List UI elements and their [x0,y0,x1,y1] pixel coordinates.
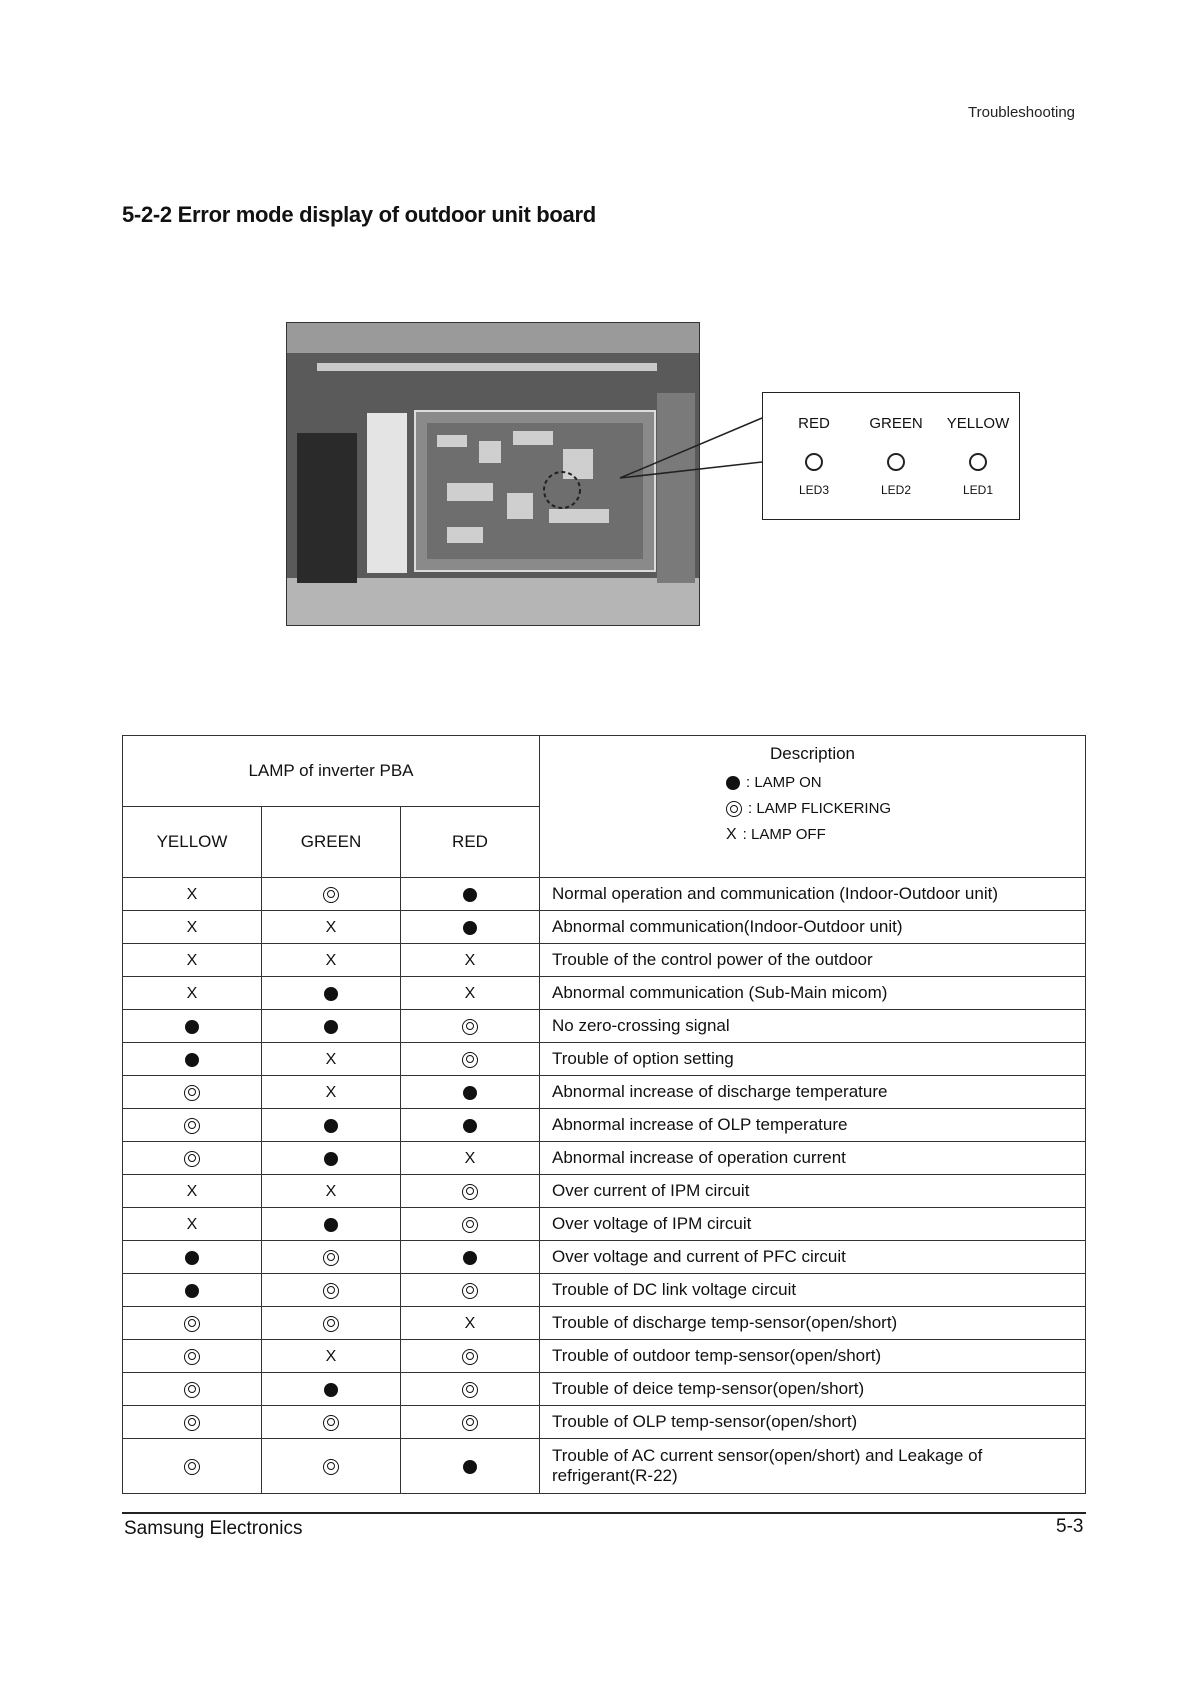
page-number: 5-3 [1056,1516,1084,1537]
lamp-flickering-icon [323,887,339,903]
lamp-cell-red [401,911,540,944]
row-description: Over voltage of IPM circuit [540,1208,1086,1241]
lamp-off-icon: X [186,1216,198,1233]
lamp-cell-red [401,1439,540,1494]
lamp-on-icon [463,1460,477,1474]
lamp-cell-green [262,1373,401,1406]
led2-icon [887,453,905,471]
column-yellow: YELLOW [123,807,262,878]
table-row [123,1142,1086,1175]
lamp-on-icon [185,1284,199,1298]
led-name-2: LED2 [880,483,912,497]
footer-rule [122,1512,1086,1514]
led1-icon [969,453,987,471]
row-description: Trouble of DC link voltage circuit [540,1274,1086,1307]
lamp-off-icon: X [325,952,337,969]
lamp-flickering-icon [462,1184,478,1200]
lamp-cell-red [401,1076,540,1109]
lamp-cell-green [262,1307,401,1340]
lamp-off-icon: X [726,826,737,843]
lamp-on-icon [463,888,477,902]
lamp-cell-yellow [123,1373,262,1406]
running-header: Troubleshooting [968,104,1076,121]
lamp-cell-yellow [123,1142,262,1175]
lamp-flickering-icon [462,1415,478,1431]
lamp-cell-red [401,977,540,1010]
table-row [123,1010,1086,1043]
legend [726,770,1085,848]
lamp-cell-red [401,1241,540,1274]
lamp-flickering-icon [462,1217,478,1233]
table-row [123,1175,1086,1208]
row-description: Abnormal communication(Indoor-Outdoor unit) [540,911,1086,944]
table-row [123,1439,1086,1494]
lamp-cell-yellow [123,878,262,911]
lamp-cell-green [262,1175,401,1208]
lamp-cell-green [262,1109,401,1142]
lamp-cell-yellow [123,1406,262,1439]
lamp-on-icon [324,1152,338,1166]
lamp-flickering-icon [462,1283,478,1299]
row-description: Trouble of AC current sensor(open/short) and Leakage of refrigerant(R-22) [540,1439,1086,1494]
table-row [123,911,1086,944]
lamp-off-icon: X [186,985,198,1002]
lamp-cell-yellow [123,977,262,1010]
lamp-cell-green [262,1241,401,1274]
table-row [123,1406,1086,1439]
lamp-off-icon: X [325,1348,337,1365]
lamp-cell-yellow [123,1076,262,1109]
lamp-cell-yellow [123,1241,262,1274]
error-mode-table [122,735,1086,1494]
led-panel [762,392,1020,520]
section-title: 5-2-2 Error mode display of outdoor unit board [122,202,596,227]
table-row [123,1241,1086,1274]
lamp-flickering-icon [184,1459,200,1475]
lamp-off-icon: X [464,1150,476,1167]
led-color-red: RED [798,415,830,432]
lamp-on-icon [463,1119,477,1133]
table-row [123,1109,1086,1142]
lamp-cell-red [401,1043,540,1076]
table-row [123,1274,1086,1307]
row-description: No zero-crossing signal [540,1010,1086,1043]
lamp-cell-yellow [123,1439,262,1494]
lamp-cell-green [262,878,401,911]
lamp-cell-red [401,1175,540,1208]
row-description: Over voltage and current of PFC circuit [540,1241,1086,1274]
lamp-on-icon [185,1053,199,1067]
lamp-on-icon [185,1251,199,1265]
lamp-cell-red [401,944,540,977]
lamp-off-icon: X [325,919,337,936]
lamp-cell-yellow [123,1175,262,1208]
lamp-cell-red [401,1109,540,1142]
led3-icon [805,453,823,471]
footer-company: Samsung Electronics [124,1518,303,1539]
table-row [123,1373,1086,1406]
lamp-cell-green [262,977,401,1010]
table-row [123,1340,1086,1373]
table-row [123,878,1086,911]
lamp-cell-red [401,1208,540,1241]
lamp-cell-green [262,1406,401,1439]
table-row [123,944,1086,977]
lamp-cell-yellow [123,1109,262,1142]
legend-on: : LAMP ON [746,774,822,791]
lamp-cell-red [401,878,540,911]
led-name-1: LED1 [962,483,994,497]
lamp-off-icon: X [464,1315,476,1332]
lamp-cell-red [401,1142,540,1175]
lamp-on-icon [324,1383,338,1397]
lamp-off-icon: X [464,985,476,1002]
lamp-cell-yellow [123,1043,262,1076]
led-color-green: GREEN [869,415,923,432]
lamp-cell-green [262,1010,401,1043]
lamp-cell-green [262,1076,401,1109]
lamp-cell-green [262,1142,401,1175]
lamp-off-icon: X [186,919,198,936]
table-row [123,1076,1086,1109]
lamp-flickering-icon [323,1415,339,1431]
lamp-flickering-icon [323,1316,339,1332]
lamp-cell-green [262,1043,401,1076]
lamp-header: LAMP of inverter PBA [123,736,540,807]
lamp-flickering-icon [184,1382,200,1398]
lamp-on-icon [324,1218,338,1232]
lamp-flickering-icon [184,1151,200,1167]
lamp-flickering-icon [323,1459,339,1475]
lamp-flickering-icon [184,1118,200,1134]
lamp-on-icon [463,1086,477,1100]
row-description: Abnormal increase of OLP temperature [540,1109,1086,1142]
row-description: Abnormal increase of discharge temperature [540,1076,1086,1109]
lamp-cell-yellow [123,1340,262,1373]
lamp-cell-red [401,1406,540,1439]
lamp-flickering-icon [323,1283,339,1299]
lamp-cell-green [262,1340,401,1373]
lamp-off-icon: X [186,1183,198,1200]
row-description: Trouble of option setting [540,1043,1086,1076]
lamp-flickering-icon [184,1316,200,1332]
lamp-cell-yellow [123,1307,262,1340]
lamp-off-icon: X [464,952,476,969]
led-color-yellow: YELLOW [946,415,1010,432]
lamp-cell-yellow [123,1274,262,1307]
lamp-flickering-icon [184,1349,200,1365]
lamp-cell-green [262,911,401,944]
lamp-flickering-icon [462,1382,478,1398]
board-photo [286,322,700,626]
lamp-off-icon: X [186,952,198,969]
column-red: RED [401,807,540,878]
lamp-cell-red [401,1307,540,1340]
lamp-on-icon [324,1119,338,1133]
lamp-cell-yellow [123,1010,262,1043]
lamp-cell-red [401,1373,540,1406]
row-description: Trouble of discharge temp-sensor(open/short) [540,1307,1086,1340]
row-description: Over current of IPM circuit [540,1175,1086,1208]
table-row [123,1307,1086,1340]
row-description: Normal operation and communication (Indoor-Outdoor unit) [540,878,1086,911]
row-description: Trouble of the control power of the outdoor [540,944,1086,977]
table-row [123,1208,1086,1241]
lamp-flickering-icon [184,1085,200,1101]
lamp-off-icon: X [186,886,198,903]
lamp-cell-red [401,1010,540,1043]
lamp-flickering-icon [726,801,742,817]
lamp-cell-red [401,1340,540,1373]
lamp-flickering-icon [462,1052,478,1068]
table-row [123,977,1086,1010]
lamp-cell-green [262,1208,401,1241]
lamp-on-icon [463,1251,477,1265]
description-header [540,736,1086,878]
lamp-cell-green [262,944,401,977]
lamp-cell-red [401,1274,540,1307]
lamp-on-icon [463,921,477,935]
lamp-on-icon [185,1020,199,1034]
row-description: Trouble of deice temp-sensor(open/short) [540,1373,1086,1406]
lamp-cell-yellow [123,911,262,944]
table-row [123,1043,1086,1076]
lamp-flickering-icon [462,1019,478,1035]
row-description: Abnormal increase of operation current [540,1142,1086,1175]
description-title: Description [769,744,856,763]
row-description: Trouble of OLP temp-sensor(open/short) [540,1406,1086,1439]
lamp-on-icon [726,776,740,790]
lamp-on-icon [324,1020,338,1034]
lamp-on-icon [324,987,338,1001]
lamp-flickering-icon [184,1415,200,1431]
lamp-flickering-icon [323,1250,339,1266]
lamp-off-icon: X [325,1084,337,1101]
led-name-3: LED3 [798,483,830,497]
lamp-cell-green [262,1274,401,1307]
column-green: GREEN [262,807,401,878]
lamp-cell-yellow [123,944,262,977]
legend-flickering: : LAMP FLICKERING [748,800,892,817]
lamp-flickering-icon [462,1349,478,1365]
row-description: Abnormal communication (Sub-Main micom) [540,977,1086,1010]
row-description: Trouble of outdoor temp-sensor(open/short) [540,1340,1086,1373]
lamp-cell-green [262,1439,401,1494]
lamp-cell-yellow [123,1208,262,1241]
legend-off: : LAMP OFF [742,826,826,843]
lamp-off-icon: X [325,1183,337,1200]
lamp-off-icon: X [325,1051,337,1068]
